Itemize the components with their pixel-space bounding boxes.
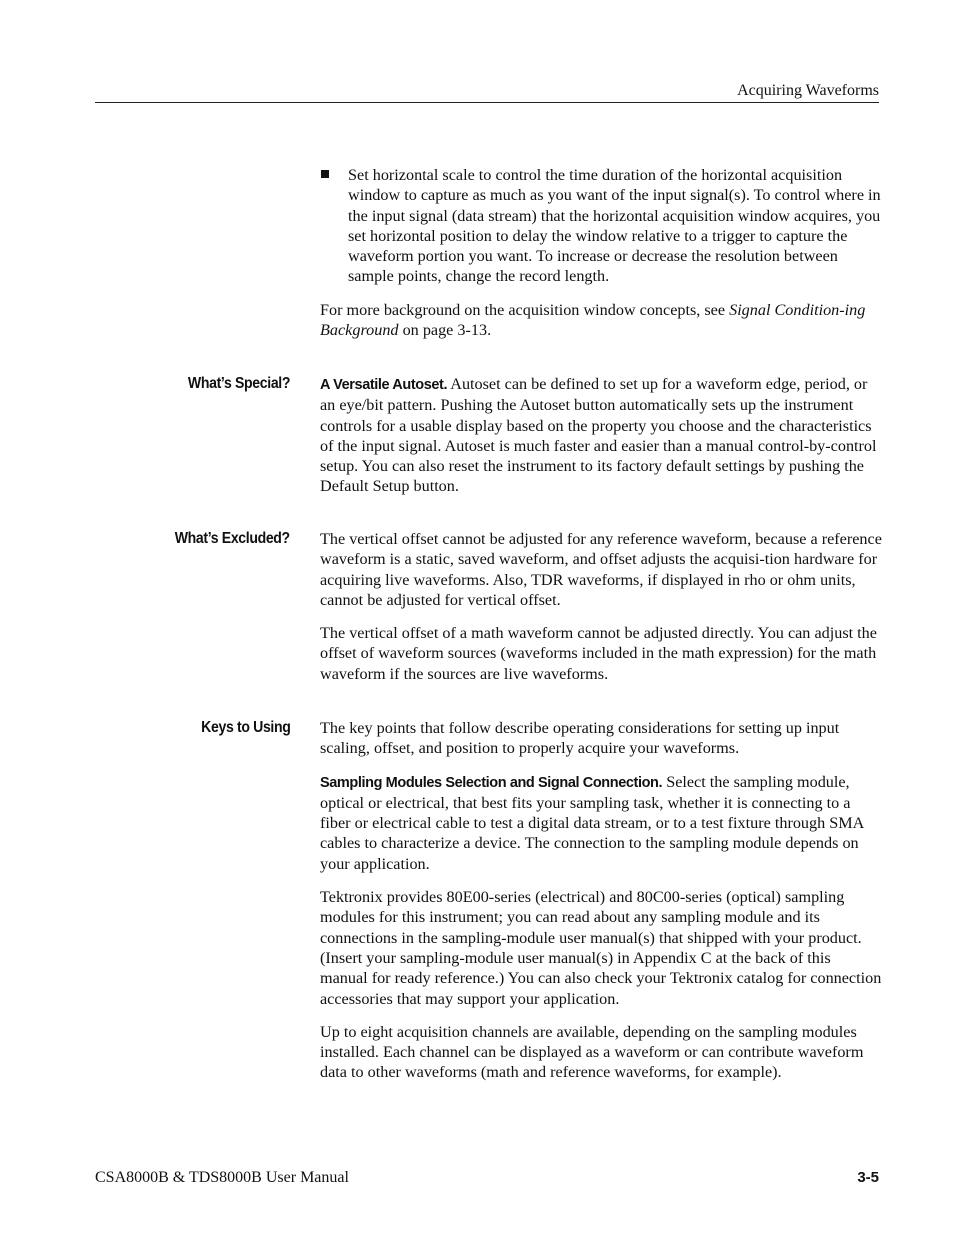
- square-bullet-icon: [321, 170, 329, 178]
- autoset-text: Autoset can be defined to set up for a waveform edge, period, or an eye/bit pattern. Pushing the Autoset button automatically sets up the instrument controls for a usable display based on the property you choose and the characteristics of the input signal. Autoset is much faster and easier than a manual control-by-control setup. You can also reset the instrument to its factory default settings by pushing the Default Setup button.: [320, 375, 877, 496]
- keys-paragraph-3: Tektronix provides 80E00-series (electrical) and 80C00-series (optical) sampling modules for this instrument; you can read about any sampling module and its connections in the sampling-module user manual(s) that shipped with your product. (Insert your sampling-module user manual(s) in Appendix C at the back of this manual for ready reference.) You can also check your Tektronix catalog for connection accessories that may support your application.: [320, 888, 882, 1008]
- keys-paragraph-1: The key points that follow describe operating considerations for setting up input scaling, offset, and position to properly acquire your waveforms.: [320, 719, 840, 758]
- keys-paragraph-2: [320, 772, 882, 874]
- bullet-text: Set horizontal scale to control the time duration of the horizontal acquisition window to capture as much as you want of the input signal(s). To control where in the input signal (data stream) that the horizontal acquisition window acquires, you set horizontal position to delay the window relative to a trigger to capture the waveform portion you want. To increase or decrease the resolution between sample points, change the record length.: [348, 166, 881, 286]
- intro-block: [320, 165, 882, 340]
- excluded-paragraph-1: The vertical offset cannot be adjusted for any reference waveform, because a reference waveform is a static, saved waveform, and offset adjusts the acquisi-tion hardware for acquiring live waveforms. Also, TDR waveforms, if displayed in rho or ohm units, cannot be adjusted for vertical offset.: [320, 530, 882, 609]
- background-paragraph: [320, 300, 882, 341]
- whats-special-section: [320, 374, 882, 497]
- footer-page-number: 3-5: [857, 1169, 879, 1186]
- keys-paragraph-4: Up to eight acquisition channels are available, depending on the sampling modules installed. Each channel can be displayed as a waveform or can contribute waveform data to other waveforms (math and reference waveforms, for example).: [320, 1022, 864, 1082]
- keys-to-using-heading: Keys to Using: [200, 719, 290, 736]
- bullet-item: [320, 165, 882, 287]
- header-rule: [95, 102, 879, 103]
- whats-excluded-heading: What’s Excluded?: [174, 530, 290, 547]
- excluded-paragraph-2: The vertical offset of a math waveform cannot be adjusted directly. You can adjust the offset of waveform sources (waveforms included in the math expression) for the math waveform if the sources are live waveforms.: [320, 624, 877, 683]
- keys-to-using-section: [320, 718, 882, 1083]
- whats-excluded-section: [320, 529, 882, 684]
- running-header: Acquiring Waveforms: [737, 82, 879, 99]
- sampling-modules-runin-heading: Sampling Modules Selection and Signal Connection.: [320, 774, 663, 791]
- background-text-before: For more background on the acquisition window concepts, see: [320, 300, 730, 319]
- autoset-runin-heading: A Versatile Autoset.: [320, 377, 448, 393]
- footer-manual-title: CSA8000B & TDS8000B User Manual: [95, 1169, 349, 1186]
- background-text-after: on page 3-13.: [398, 321, 492, 340]
- whats-special-heading: What’s Special?: [187, 375, 290, 392]
- background-cross-reference: Signal Condition-ing Background: [320, 300, 866, 340]
- whats-special-paragraph: [320, 374, 882, 497]
- sampling-modules-text: Select the sampling module, optical or electrical, that best fits your sampling task, whether it is connecting to a fiber or electrical cable to test a digital data stream, or to a test fixture through SMA cables to characterize a device. The connection to the sampling module depends on your application.: [320, 772, 864, 873]
